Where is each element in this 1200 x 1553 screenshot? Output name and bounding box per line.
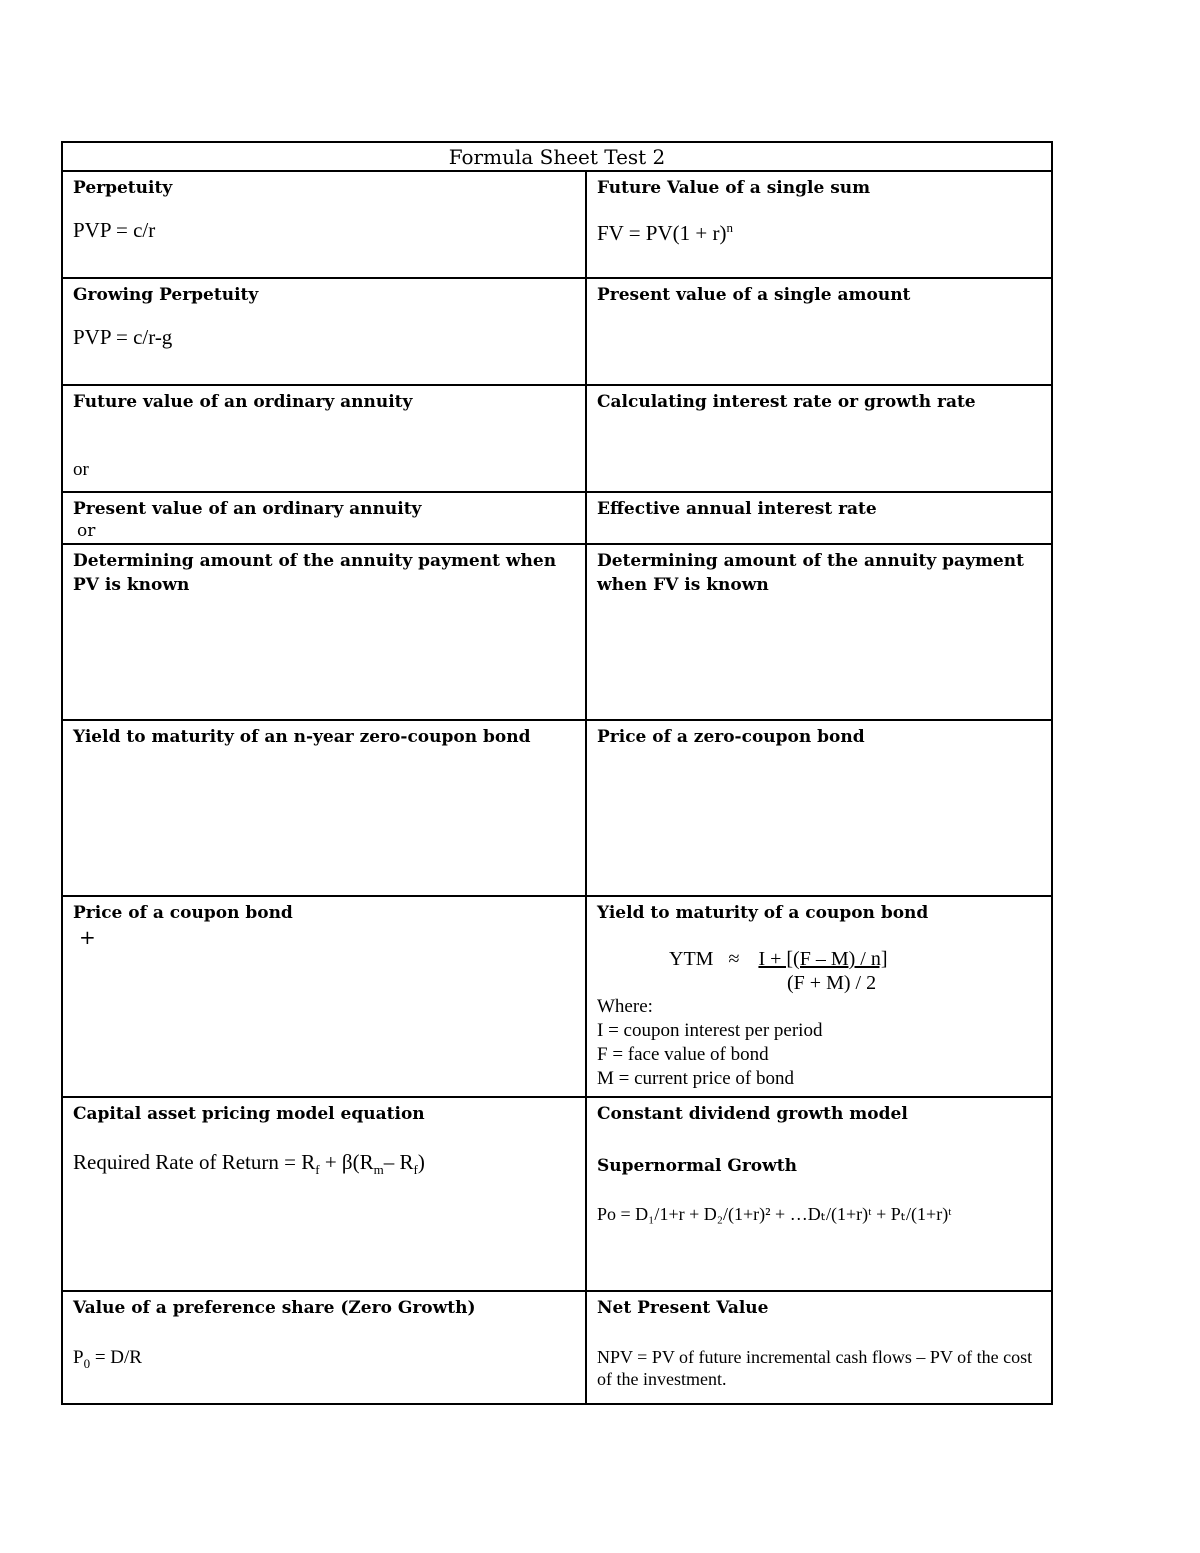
cell-payment-fv xyxy=(586,544,1052,720)
ytm-numerator: I + [(F – M) / n] xyxy=(758,948,888,970)
def-coupon-interest: I = coupon interest per period xyxy=(597,1020,823,1041)
heading-effective-rate: Effective annual interest rate xyxy=(597,499,877,519)
heading-ytm-zero: Yield to maturity of an n-year zero-coupon bond xyxy=(73,727,531,747)
heading-perpetuity: Perpetuity xyxy=(73,178,173,198)
cell-payment-pv xyxy=(62,544,586,720)
heading-preference-share: Value of a preference share (Zero Growth) xyxy=(73,1298,476,1318)
plus-sign: + xyxy=(79,925,96,949)
formula-perpetuity: PVP = c/r xyxy=(73,218,156,242)
cell-future-value-single xyxy=(586,171,1052,278)
heading-interest-rate: Calculating interest rate or growth rate xyxy=(597,392,976,412)
formula-future-value-single: FV = $PV(1 + r)^n$ xyxy=(597,220,733,245)
cell-fv-annuity xyxy=(62,385,586,492)
cell-price-coupon xyxy=(62,896,586,1097)
heading-growing-perpetuity: Growing Perpetuity xyxy=(73,285,259,305)
heading-payment-pv: Determining amount of the annuity payment when PV is known xyxy=(73,551,557,595)
cell-ytm-coupon xyxy=(586,896,1052,1097)
heading-supernormal-growth: Supernormal Growth xyxy=(597,1156,797,1176)
cell-capm xyxy=(62,1097,586,1291)
ytm-label: YTM xyxy=(669,948,714,970)
heading-capm: Capital asset pricing model equation xyxy=(73,1104,425,1124)
cell-perpetuity xyxy=(62,171,586,278)
heading-dividend-growth: Constant dividend growth model xyxy=(597,1104,908,1124)
note-or: or xyxy=(77,521,96,541)
heading-fv-annuity: Future value of an ordinary annuity xyxy=(73,392,413,412)
cell-pv-annuity xyxy=(62,492,586,544)
sheet-title: Formula Sheet Test 2 xyxy=(62,142,1052,171)
cell-npv xyxy=(586,1291,1052,1404)
cell-preference-share xyxy=(62,1291,586,1404)
heading-future-value-single: Future Value of a single sum xyxy=(597,178,871,198)
formula-growing-perpetuity: PVP = c/r-g xyxy=(73,325,173,349)
def-current-price: M = current price of bond xyxy=(597,1068,794,1089)
ytm-denominator: (F + M) / 2 xyxy=(787,972,877,994)
heading-present-value-single: Present value of a single amount xyxy=(597,285,911,305)
cell-price-zero xyxy=(586,720,1052,896)
formula-npv: NPV = PV of future incremental cash flows – PV of the cost of the investment. xyxy=(597,1347,1033,1389)
formula-table xyxy=(61,141,1053,1405)
note-or: or xyxy=(73,459,89,480)
def-face-value: F = face value of bond xyxy=(597,1044,769,1065)
heading-price-zero: Price of a zero-coupon bond xyxy=(597,727,865,747)
heading-npv: Net Present Value xyxy=(597,1298,769,1318)
cell-interest-rate xyxy=(586,385,1052,492)
cell-growing-perpetuity xyxy=(62,278,586,385)
cell-dividend-growth xyxy=(586,1097,1052,1291)
cell-present-value-single xyxy=(586,278,1052,385)
where-label: Where: xyxy=(597,996,653,1017)
heading-payment-fv: Determining amount of the annuity payment when FV is known xyxy=(597,551,1024,595)
formula-capm: Required Rate of Return = $R_f + \beta(R_m-$ $R_f$) xyxy=(73,1150,425,1178)
formula-supernormal: Po = D₁/1+r + D₂/(1+r)² + …Dₜ/(1+r)ᵗ + Pₜ/(1+r)ᵗ xyxy=(597,1204,952,1224)
heading-pv-annuity: Present value of an ordinary annuity xyxy=(73,499,422,519)
cell-effective-rate xyxy=(586,492,1052,544)
heading-price-coupon: Price of a coupon bond xyxy=(73,903,293,923)
approx-sign: ≈ xyxy=(728,948,740,970)
formula-preference-share: $P_0 = D/R$ xyxy=(73,1347,142,1371)
heading-ytm-coupon: Yield to maturity of a coupon bond xyxy=(597,903,929,923)
cell-ytm-zero xyxy=(62,720,586,896)
ytm-formula xyxy=(669,947,1041,971)
